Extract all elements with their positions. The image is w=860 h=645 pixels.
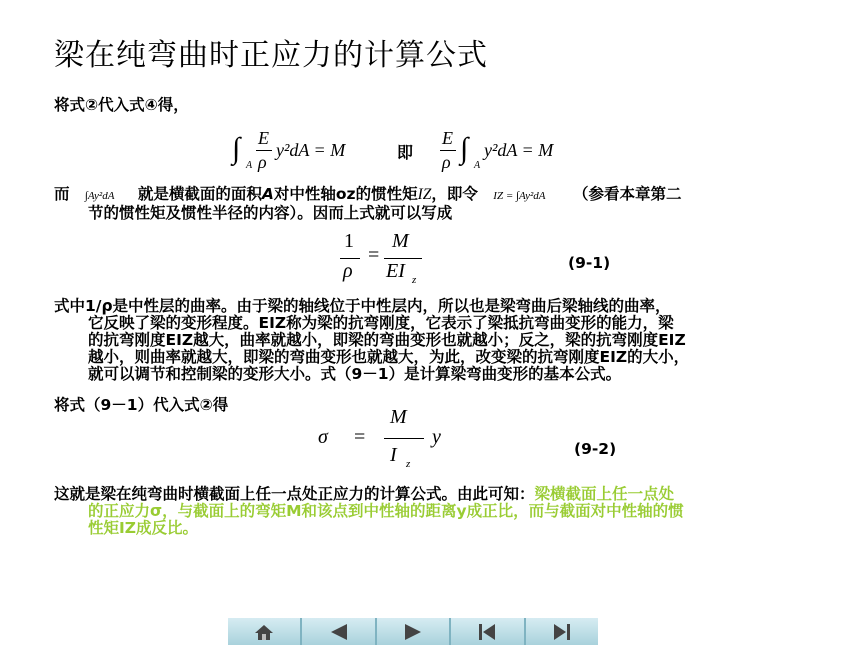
fraction-line-left <box>340 258 360 259</box>
frac-numerator: E <box>258 128 269 148</box>
er-text: 而 <box>54 185 70 203</box>
integral-subscript: A <box>246 160 253 171</box>
conclusion-green-3: 性矩IZ成反比。 <box>88 519 199 537</box>
next-button[interactable] <box>377 618 451 645</box>
ji-text: 即 <box>397 143 414 162</box>
curvature-paragraph <box>54 298 834 383</box>
text-6: 节的惯性矩及惯性半径的内容）。因而上式就可以写成 <box>88 204 453 222</box>
next-icon <box>403 623 423 641</box>
den-subscript-z: z <box>406 458 411 470</box>
equation-label-9-2: (9-2) <box>574 440 617 458</box>
text-1: 就是横截面的面积 <box>137 185 262 203</box>
page-title: 梁在纯弯曲时正应力的计算公式 <box>54 38 488 73</box>
var-Iz: IZ <box>417 186 432 203</box>
equals-sign-2: = <box>354 426 366 448</box>
fraction-line-2 <box>440 150 456 151</box>
last-button[interactable] <box>526 618 598 645</box>
para2-line-5: 就可以调节和控制梁的变形大小。式（9－1）是计算梁弯曲变形的基本公式。 <box>88 365 622 383</box>
text-5: （参看本章第二 <box>572 185 682 203</box>
small-integral: ∫Ay²dA <box>84 190 115 202</box>
integrand-2: y²dA = M <box>484 140 554 160</box>
integral-sign-2: ∫ <box>460 132 469 165</box>
equation-label-9-1: (9-1) <box>568 254 611 272</box>
intro-text: 将式②代入式④得， <box>54 96 189 114</box>
den-subscript: z <box>412 274 417 286</box>
prev-icon <box>329 623 349 641</box>
inertia-paragraph <box>54 186 834 222</box>
var-A: A <box>261 185 274 203</box>
conclusion-black: 这就是梁在纯弯曲时横截面上任一点处正应力的计算公式。由此可知： <box>54 485 535 503</box>
para2-line-3: 的抗弯刚度EIZ越大，曲率就越小，即梁的弯曲变形也就越小；反之，梁的抗弯刚度EIZ <box>88 331 686 349</box>
conclusion-paragraph <box>54 486 834 537</box>
num-left: 1 <box>344 230 354 252</box>
sigma: σ <box>318 426 328 448</box>
formula-9-2 <box>318 404 458 470</box>
inertia-definition: IZ = ∫Ay²dA <box>493 190 546 202</box>
text-3: 的惯性矩 <box>355 185 418 203</box>
fraction-line <box>256 150 272 151</box>
formula-1 <box>232 128 592 180</box>
conclusion-green-1: 梁横截面上任一点处 <box>534 485 675 503</box>
den-right: EI <box>386 260 405 282</box>
denominator-I: I <box>390 444 397 466</box>
para2-line-1: 式中1/ρ是中性层的曲率。由于梁的轴线位于中性层内，所以也是梁弯曲后梁轴线的曲率， <box>54 297 671 315</box>
frac-numerator-2: E <box>442 128 453 148</box>
numerator-M: M <box>390 406 407 428</box>
home-button[interactable] <box>228 618 302 645</box>
var-y: y <box>432 426 441 448</box>
prev-button[interactable] <box>302 618 376 645</box>
first-button[interactable] <box>451 618 525 645</box>
fraction-line-3 <box>384 438 424 439</box>
frac-denominator: ρ <box>258 152 267 172</box>
para2-line-2: 它反映了梁的变形程度。EIZ称为梁的抗弯刚度，它表示了梁抵抗弯曲变形的能力，梁 <box>88 314 674 332</box>
integral-subscript-2: A <box>474 160 481 171</box>
intro-2-text: 将式（9－1）代入式②得 <box>54 396 229 414</box>
conclusion-green-2: 的正应力σ，与截面上的弯矩M和该点到中性轴的距离y成正比，而与截面对中性轴的惯 <box>88 502 684 520</box>
text-4: ，即令 <box>431 185 478 203</box>
den-left: ρ <box>343 260 353 282</box>
var-oz: oz <box>335 185 356 203</box>
navigation-bar <box>228 618 598 645</box>
fraction-line-right <box>384 258 422 259</box>
frac-denominator-2: ρ <box>442 152 451 172</box>
home-icon <box>254 623 274 641</box>
formula-9-1 <box>340 230 480 290</box>
last-icon <box>552 623 572 641</box>
integrand: y²dA = M <box>276 140 346 160</box>
equals-sign: = <box>368 244 380 266</box>
first-icon <box>477 623 497 641</box>
text-2: 对中性轴 <box>273 185 336 203</box>
num-right: M <box>392 230 409 252</box>
integral-sign: ∫ <box>232 132 241 165</box>
para2-line-4: 越小，则曲率就越大，即梁的弯曲变形也就越大，为此，改变梁的抗弯刚度EIZ的大小， <box>88 348 690 366</box>
